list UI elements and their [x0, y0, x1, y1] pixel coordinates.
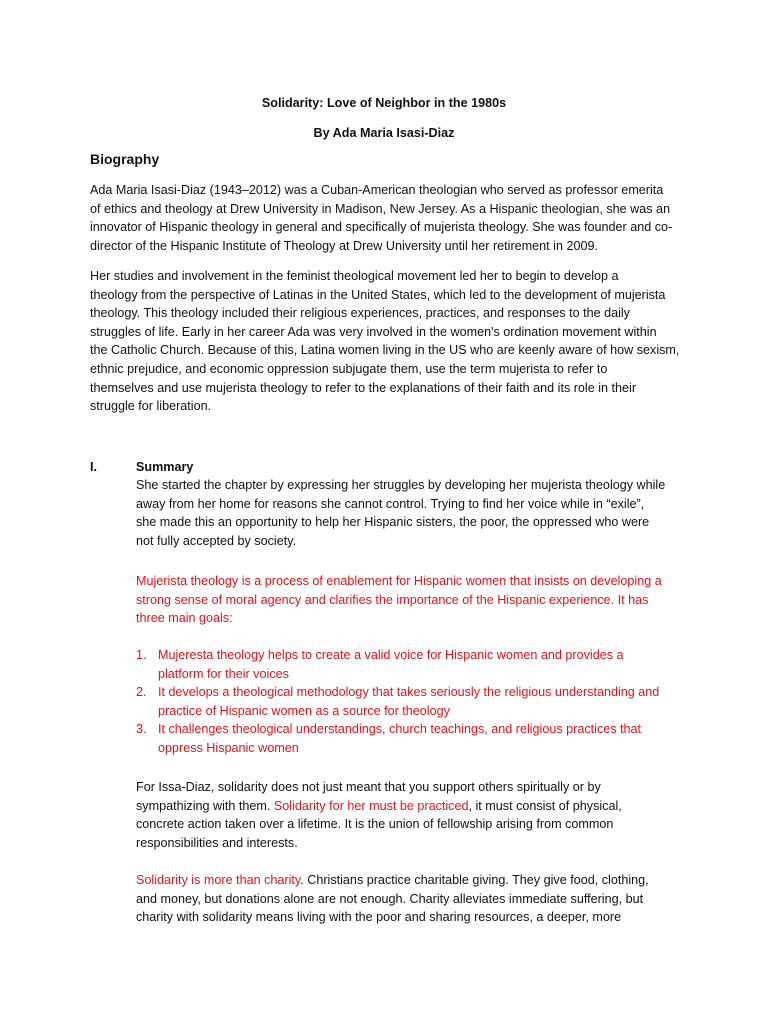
text-line: For Issa-Diaz, solidarity does not just meant that you support others spiritually or by: [136, 780, 601, 794]
biography-heading: Biography: [90, 151, 160, 167]
text-line: themselves and use mujerista theology to refer to the explanations of their faith and its role in their: [90, 380, 637, 395]
text-line: Her studies and involvement in the feminist theological movement led her to begin to develop a: [90, 269, 619, 283]
goals-list: [136, 646, 696, 758]
text-line: struggle for liberation.: [90, 399, 212, 414]
text-line: It challenges theological understandings, church teachings, and religious practices that: [158, 722, 642, 737]
list-number: 2.: [136, 685, 147, 700]
mujerista-definition-paragraph: [136, 572, 696, 628]
text-line: platform for their voices: [158, 666, 289, 681]
text-line: charity with solidarity means living with the poor and sharing resources, a deeper, more: [136, 910, 622, 925]
solidarity-paragraph-1: [136, 778, 696, 852]
text-line: director of the Hispanic Institute of Theology at Drew University until her retirement in 2009.: [90, 238, 598, 253]
text-span: . Christians practice charitable giving. They give food, clothing,: [300, 873, 649, 887]
list-item: [136, 720, 696, 757]
biography-paragraph-2: [90, 267, 690, 416]
text-line: struggles of life. Early in her career Ada was very involved in the women's ordination movement within: [90, 324, 657, 339]
text-line: away from her home for reasons she cannot control. Trying to find her voice while in “exile”,: [136, 496, 645, 511]
text-line: oppress Hispanic women: [158, 740, 299, 755]
text-span: , it must consist of physical,: [468, 798, 622, 813]
text-line: Mujeresta theology helps to create a valid voice for Hispanic women and provides a: [158, 648, 624, 662]
list-item: [136, 646, 696, 683]
text-line: practice of Hispanic women as a source for theology: [158, 703, 450, 718]
text-span: sympathizing with them.: [136, 798, 274, 813]
highlighted-text: Solidarity for her must be practiced: [273, 798, 469, 813]
text-line: and money, but donations alone are not enough. Charity alleviates immediate suffering, but: [136, 891, 644, 906]
text-line: It develops a theological methodology that takes seriously the religious understanding and: [158, 685, 660, 700]
text-line: concrete action taken over a lifetime. It is the union of fellowship arising from common: [136, 817, 614, 832]
text-line: theology from the perspective of Latinas in the United States, which led to the development of mujerista: [90, 287, 666, 302]
document-title: Solidarity: Love of Neighbor in the 1980s: [261, 96, 507, 110]
text-line: [136, 871, 696, 890]
text-line: of ethics and theology at Drew University in Madison, New Jersey. As a Hispanic theologian, she was an: [90, 201, 671, 216]
text-line: the Catholic Church. Because of this, Latina women living in the US who are keenly aware of how sexism,: [90, 343, 680, 358]
text-line: theology. This theology included their religious experiences, practices, and responses to the daily: [90, 306, 630, 321]
text-line: three main goals:: [136, 611, 233, 626]
summary-paragraph: [136, 476, 696, 550]
text-line: [136, 797, 696, 816]
solidarity-paragraph-2: [136, 871, 696, 927]
list-number: 1.: [136, 648, 147, 662]
text-line: she made this an opportunity to help her Hispanic sisters, the poor, the oppressed who were: [136, 515, 650, 530]
highlighted-text: Solidarity is more than charity: [136, 873, 301, 887]
text-line: Mujerista theology is a process of enablement for Hispanic women that insists on developing a: [136, 574, 662, 588]
list-number: 3.: [136, 722, 147, 737]
section-title: Summary: [136, 460, 194, 474]
text-line: responsibilities and interests.: [136, 835, 298, 850]
section-number: I.: [90, 460, 97, 474]
text-line: Ada Maria Isasi-Diaz (1943–2012) was a Cuban-American theologian who served as professor emerita: [90, 183, 664, 197]
list-item: [136, 683, 696, 720]
biography-paragraph-1: [90, 181, 690, 255]
text-line: innovator of Hispanic theology in general and specifically of mujerista theology. She was founder and co-: [90, 220, 673, 235]
text-line: not fully accepted by society.: [136, 533, 297, 548]
text-line: ethnic prejudice, and economic oppression subjugate them, use the term mujerista to refer to: [90, 361, 608, 376]
document-author: By Ada Maria Isasi-Diaz: [313, 126, 455, 140]
text-line: strong sense of moral agency and clarifies the importance of the Hispanic experience. It has: [136, 592, 649, 607]
text-line: She started the chapter by expressing her struggles by developing her mujerista theology while: [136, 478, 666, 492]
